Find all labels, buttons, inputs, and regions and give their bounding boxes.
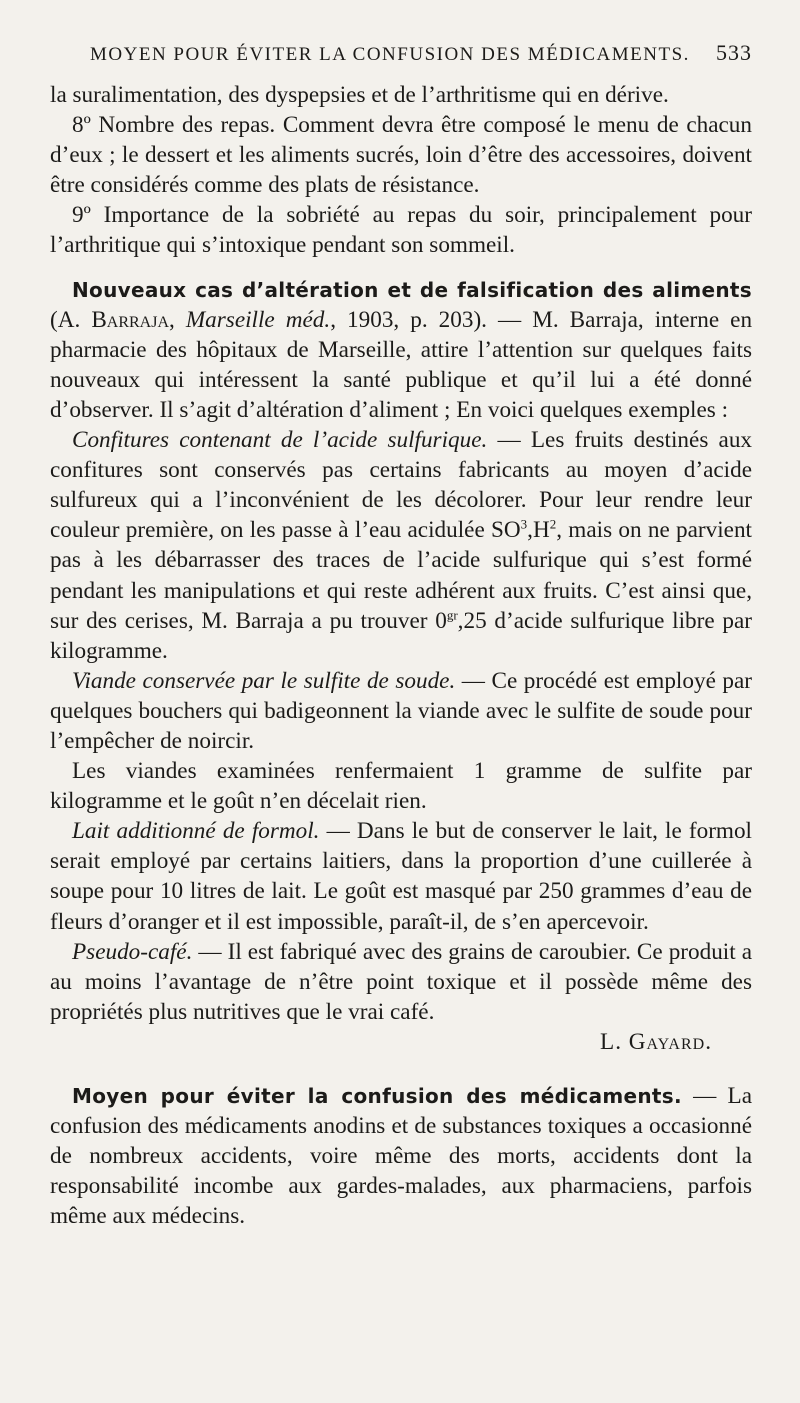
- text-lait: — Dans le but de conserver le lait, le formol serait employé par certains laitiers, dans la proportion d’une cuillerée à soupe pour 10 litres de lait. Le goût est masqué par 250 grammes d’eau de fleurs d’oranger et il est impossible, paraît-il, de s’en apercevoir.: [50, 818, 753, 935]
- article-confusion: [50, 1081, 752, 1231]
- article-text-altération: M. Barraja, interne en pharmacie des hôpitaux de Marseille, attire l’attention sur quelques faits nouveaux qui intéressent la santé publique et qu’il lui a été donné d’observer. Il s’agit d’altération d’aliment ; En voici quelques exemples :: [50, 306, 753, 423]
- article-heading-confusion: Moyen pour éviter la confusion des médicaments.: [72, 1084, 682, 1108]
- reference-sep: ,: [169, 306, 186, 333]
- running-title: MOYEN POUR ÉVITER LA CONFUSION DES MÉDICAMENTS.: [90, 44, 690, 65]
- text-confitures-d: ,25 d’acide sulfurique libre par kilogramme.: [50, 607, 753, 664]
- paragraph-confitures: [50, 425, 752, 666]
- reference-close: , 1903, p. 203). —: [330, 306, 533, 333]
- paragraph-viande-2: Les viandes examinées renfermaient 1 gramme de sulfite par kilogramme et le goût n’en décelait rien.: [50, 758, 752, 815]
- paragraph-lait: [50, 816, 752, 936]
- subheading-lait: Lait additionné de formol.: [72, 818, 320, 845]
- paragraph-viande: [50, 666, 752, 756]
- paragraph-cafe: [50, 937, 752, 1027]
- subheading-viande: Viande conservée par le sulfite de soude.: [72, 667, 456, 694]
- author-signature: L. Gayard.: [600, 1028, 712, 1055]
- text-cafe: — Il est fabriqué avec des grains de caroubier. Ce produit a au moins l’avantage de n’être point toxique et il possède même des propriétés plus nutritives que le vrai café.: [50, 938, 752, 1025]
- page-number: 533: [716, 40, 752, 65]
- reference-journal: Marseille méd.: [185, 306, 331, 333]
- superscript-gr: gr: [446, 606, 458, 622]
- text-confitures-a: — Les fruits destinés aux confitures sont conservés pas certains fabricants au moyen d’acide sulfureux qui a l’inconvénient de les décolorer. Pour leur rendre leur couleur première, on les passe à l’eau acidulée SO: [50, 427, 753, 544]
- text-confitures-b: ,H: [527, 517, 550, 544]
- paragraph-item-8: 8º Nombre des repas. Comment devra être composé le menu de chacun d’eux ; le dessert et les aliments sucrés, loin d’être des accessoires, doivent être considérés comme des plats de résistance.: [50, 112, 752, 199]
- paragraph-item-9: 9º Importance de la sobriété au repas du soir, principalement pour l’arthritique qui s’intoxique pendant son sommeil.: [50, 202, 752, 259]
- article-text-confusion: — La confusion des médicaments anodins et de substances toxiques a occasionné de nombreux accidents, voire même des morts, accidents dont la responsabilité incombe aux gardes-malades, aux pharmaciens, parfois même aux médecins.: [50, 1083, 752, 1230]
- text-viande: — Ce procédé est employé par quelques bouchers qui badigeonnent la viande avec le sulfite de soude pour l’empêcher de noircir.: [50, 667, 752, 754]
- paragraph-continuation: la suralimentation, des dyspepsies et de l’arthritisme qui en dérive.: [50, 82, 669, 108]
- body-text: [50, 80, 752, 1231]
- subheading-cafe: Pseudo-café.: [72, 938, 193, 965]
- subheading-confitures: Confitures contenant de l’acide sulfurique.: [72, 427, 488, 454]
- reference-author: Barraja: [91, 306, 170, 333]
- text-confitures-c: , mais on ne parvient pas à les débarrasser des traces de l’acide sulfurique qui s’est formé pendant les manipulations et qui reste adhérent aux fruits. C’est ainsi que, sur des cerises, M. Barraja a pu trouver 0: [50, 517, 752, 634]
- article-altération: [50, 275, 752, 425]
- running-head: [50, 40, 752, 72]
- superscript-2: 2: [549, 516, 557, 532]
- article-heading-altération: Nouveaux cas d’altération et de falsification des aliments: [72, 277, 752, 302]
- reference-open: (A.: [50, 306, 92, 333]
- superscript-3: 3: [520, 516, 528, 532]
